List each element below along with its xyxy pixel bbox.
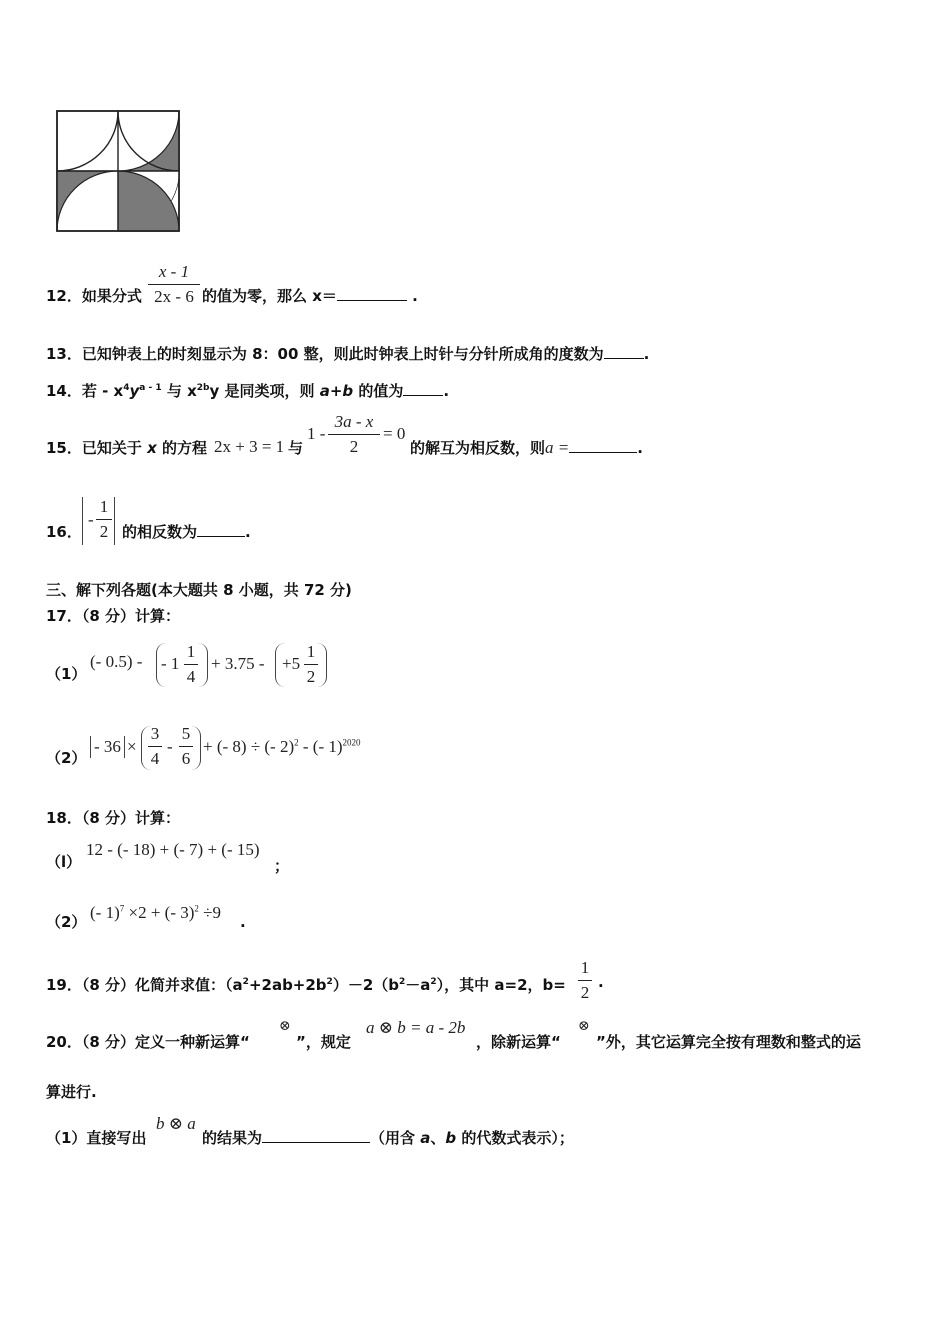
q18-p2-expr: (- 1)$^7$ ×2 + (- 3)$^2$ ÷9 xyxy=(90,903,221,922)
q20-p1-rest: 的结果为 （用含 a、b 的代数式表示）； xyxy=(202,1129,574,1147)
section-3-title: 三、解下列各题(本大题共 8 小题，共 72 分) xyxy=(46,581,352,599)
q17-p1-b-pre: - 1 xyxy=(161,654,180,673)
q19-tail: . xyxy=(598,973,604,991)
question-13: 13．已知钟表上的时刻显示为 8：00 整，则此时钟表上时针与分针所成角的度数为 . xyxy=(46,345,650,363)
q17-p1-d-pre: +5 xyxy=(282,654,301,673)
q17-p1-a: (- 0.5) - xyxy=(90,652,143,671)
q12-rest: 的值为零，那么 x＝ . xyxy=(202,287,418,305)
q12-text-a: 如果分式 xyxy=(81,287,142,305)
q17-p1-frac1: 1 4 xyxy=(184,642,198,687)
q15-eq2-post: = 0 xyxy=(383,424,406,443)
q16-answer-blank[interactable] xyxy=(197,522,245,537)
q20-otimes-2: ⊗ xyxy=(578,1019,590,1034)
q17-p2-a: - 36 xyxy=(94,737,121,756)
question-12 xyxy=(46,286,142,306)
q17-p1-frac2: 1 2 xyxy=(304,642,318,687)
q13-answer-blank[interactable] xyxy=(604,344,644,359)
q15-eq2-fraction: 3a - x 2 xyxy=(328,412,380,457)
q12-fraction xyxy=(148,262,200,307)
q15-eq2-pre: 1 - xyxy=(307,424,326,443)
q20-answer-blank[interactable] xyxy=(262,1128,370,1143)
pinwheel-figure xyxy=(54,108,184,236)
q16-abs-right xyxy=(114,497,115,545)
q20-text-c: ，除新运算“ xyxy=(476,1033,561,1051)
q17-p2-label: （2） xyxy=(46,749,87,767)
question-14: 14．若 - $x^4y^{a - 1}$ 与 $x^{2b}y$ 是同类项，则 a+b 的值为 . xyxy=(46,382,450,400)
question-19: 19．（8 分）化简并求值：$(a^2+2ab+2b^2)-2(b^2-a^2)$，其中 a=2，b= xyxy=(46,976,566,994)
q17-p1-c: + 3.75 - xyxy=(211,654,265,673)
q18-p2-tail: . xyxy=(240,913,246,931)
q16-rest: 的相反数为 . xyxy=(122,523,251,541)
q17-p2-minus: - xyxy=(167,737,173,756)
q16-abs-left xyxy=(82,497,83,545)
q15-answer-blank[interactable] xyxy=(569,438,637,453)
q20-text-a: 20．（8 分）定义一种新运算“ xyxy=(46,1033,250,1051)
q12-text-b: 的值为零，那么 x＝ xyxy=(202,287,337,305)
q16-abs-sign: - xyxy=(88,510,94,529)
q20-text-d: ”外，其它运算完全按有理数和整式的运 xyxy=(596,1033,861,1051)
q12-frac-den: 2x - 6 xyxy=(154,287,194,306)
q13-text: 已知钟表上的时刻显示为 8：00 整，则此时钟表上时针与分针所成角的度数为 xyxy=(81,345,604,363)
q20-p1-expr: b ⊗ a xyxy=(156,1114,196,1133)
q18-p2-label: （2） xyxy=(46,913,87,931)
q20-p1-label: （1）直接写出 xyxy=(46,1129,147,1147)
q15-equation-1: 2x + 3 = 1 xyxy=(214,437,285,456)
question-15: 15．已知关于 x 的方程 xyxy=(46,439,208,457)
q17-p2-frac1: 3 4 xyxy=(148,724,162,769)
q18-p1-tail: ； xyxy=(274,857,290,875)
q12-number: 12． xyxy=(46,287,82,305)
q14-answer-blank[interactable] xyxy=(403,381,443,396)
q19-fraction: 1 2 xyxy=(578,958,592,1003)
q12-answer-blank[interactable] xyxy=(337,286,407,301)
q18-p1-label: （l） xyxy=(46,853,82,871)
q15-rest: 的解互为相反数，则a = . xyxy=(410,438,643,457)
q17-p2-frac2: 5 6 xyxy=(179,724,193,769)
q17-p2-rest: + (- 8) ÷ (- 2)$^2$ - (- 1)$^{2020}$ xyxy=(203,737,361,756)
q18-head: 18．（8 分）计算： xyxy=(46,809,181,827)
q17-p1-label: （1） xyxy=(46,665,87,683)
q20-definition: a ⊗ b = a - 2b xyxy=(366,1018,466,1037)
q17-p2-abs-left xyxy=(90,736,91,758)
q17-p2-times: × xyxy=(127,737,137,756)
q17-p2-abs-right xyxy=(124,736,125,758)
q20-otimes-1: ⊗ xyxy=(279,1019,291,1034)
q20-line2: 算进行. xyxy=(46,1083,97,1101)
q15-text-c: 与 xyxy=(288,439,304,457)
q16-number: 16． xyxy=(46,523,82,541)
q18-p1-expr: 12 - (- 18) + (- 7) + (- 15) xyxy=(86,840,260,859)
q17-head: 17．（8 分）计算： xyxy=(46,607,181,625)
q16-fraction: 1 2 xyxy=(96,497,112,542)
q20-text-b: ”，规定 xyxy=(296,1033,351,1051)
q12-frac-num: x - 1 xyxy=(158,262,190,281)
